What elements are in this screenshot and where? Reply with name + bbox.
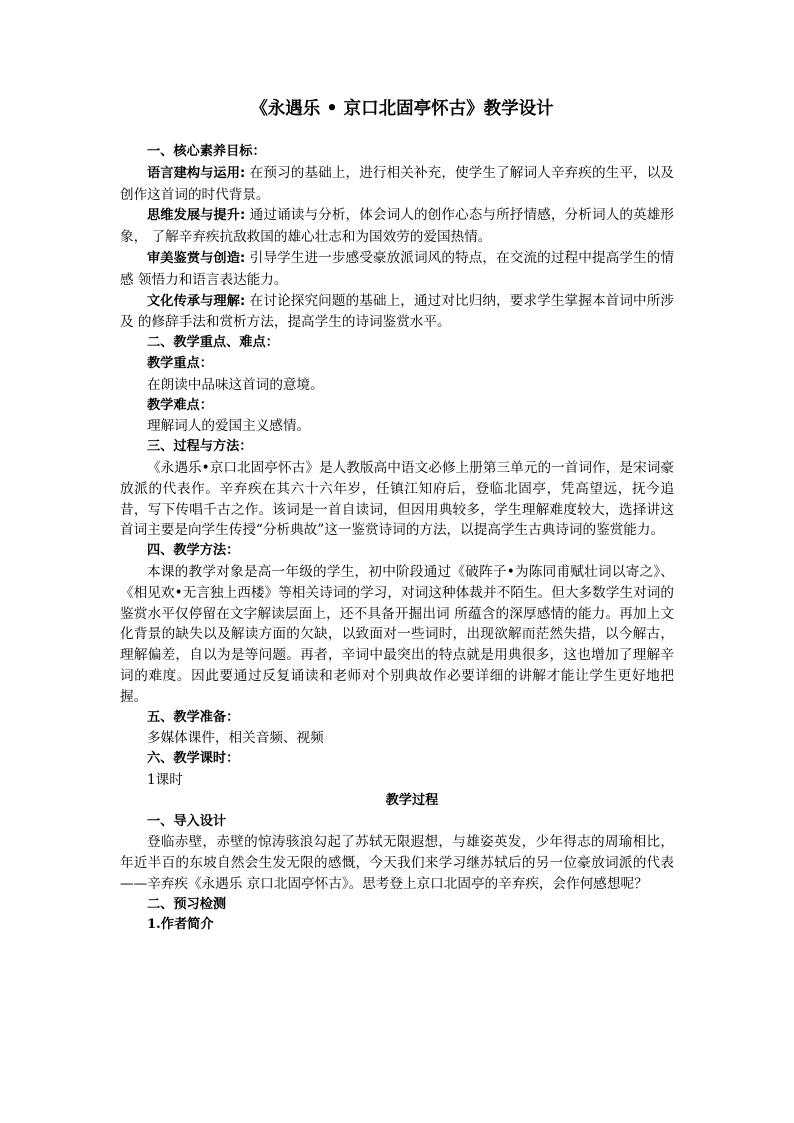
difficulty-text: 理解词人的爱国主义感情。: [147, 418, 311, 435]
goal-culture: [120, 291, 674, 334]
author-intro-heading: [120, 915, 674, 936]
goal-aesthetic: [120, 248, 674, 291]
goal-label: 审美鉴赏与创造:: [147, 250, 246, 266]
item-number: 1.: [147, 917, 161, 933]
goal-label: 语言建构与运用:: [147, 165, 246, 181]
goal-text: 在讨论探究问题的基础上，通过对比归纳，要求学生掌握本首词中所涉及 的修辞手法和赏析方法，提高学生的诗词鉴赏水平。: [120, 292, 674, 331]
goal-text: 引导学生进一步感受豪放派词风的特点，在交流的过程中提高学生的情感 领悟力和语言表达能力。: [120, 249, 674, 288]
goal-label: 文化传承与理解:: [147, 293, 246, 309]
section-heading-key-points: 二、教学重点、难点：: [147, 335, 279, 351]
goal-thinking: [120, 205, 674, 248]
teaching-process-heading: 教学过程: [385, 792, 439, 808]
section-heading-process-method: 三、过程与方法：: [147, 439, 253, 455]
section-heading-goals: 一、核心素养目标：: [147, 144, 266, 159]
goal-language: [120, 163, 674, 206]
difficulty-label: 教学难点：: [147, 397, 213, 413]
goal-text: 在预习的基础上，进行相关补充，使学生了解词人辛弃疾的生平，以及创作这首词的时代背景。: [120, 164, 674, 203]
document-page: [120, 96, 674, 936]
intro-design-text: 登临赤壁，赤壁的惊涛骇浪勾起了苏轼无限遐想，与雄姿英发，少年得志的周瑜相比，年近半百的东坡自然会生发无限的感慨，今天我们来学习继苏轼后的另一位豪放词派的代表——辛弃疾《永遇乐 京口北固亭怀古》。思考登上京口北固亭的辛弃疾，会作何感想呢？: [120, 834, 674, 892]
key-point-label: 教学重点：: [147, 355, 213, 371]
intro-design-heading: 一、导入设计: [147, 813, 227, 829]
goal-text: 通过诵读与分析，体会词人的创作心态与所抒情感，分析词人的英雄形象， 了解辛弃疾抗敌救国的雄心壮志和为国效劳的爱国热情。: [120, 207, 674, 246]
teaching-method-text: 本课的教学对象是高一年级的学生，初中阶段通过《破阵子•为陈同甫赋壮词以寄之》、《相见欢•无言独上西楼》等相关诗词的学习，对词这种体裁并不陌生。但大多数学生对词的鉴赏水平仅停留在文字解读层面上，还不具备开掘出词 所蕴含的深厚感情的能力。再加上文化背景的缺失以及解读方面的欠缺，以致面对一些词时，出现欲解而茫然失措，以今解古，理解偏差，自以为是等问题。再者，辛词中最突出的特点就是用典很多，这也增加了理解辛词的难度。因此要通过反复诵读和老师对个别典故作必要详细的讲解才能让学生更好地把握。: [120, 563, 674, 705]
section-heading-teaching-method: 四、教学方法：: [147, 543, 240, 559]
process-method-text: 《永遇乐•京口北固亭怀古》是人教版高中语文必修上册第三单元的一首词作，是宋词豪放派的代表作。辛弃疾在其六十六年岁，任镇江知府后，登临北固亭，凭高望远，抚今追昔，写下传唱千古之作。该词是一首自读词，但因用典较多，学生理解难度较大，选择讲这首词主要是向学生传授“分析典故”这一鉴赏诗词的方法，以提高学生古典诗词的鉴赏能力。: [120, 459, 674, 539]
class-hours-text: 1课时: [147, 771, 183, 788]
preparation-text: 多媒体课件，相关音频、视频: [147, 730, 324, 747]
key-point-text: 在朗读中品味这首词的意境。: [147, 376, 324, 393]
item-label: 作者简介: [160, 917, 214, 933]
section-heading-class-hours: 六、教学课时：: [147, 751, 240, 767]
goal-label: 思维发展与提升:: [147, 208, 246, 224]
section-heading-preparation: 五、教学准备：: [147, 709, 240, 725]
preview-check-heading: 二、预习检测: [147, 896, 227, 912]
document-title: 《永遇乐 • 京口北固亭怀古》教学设计: [250, 99, 554, 119]
